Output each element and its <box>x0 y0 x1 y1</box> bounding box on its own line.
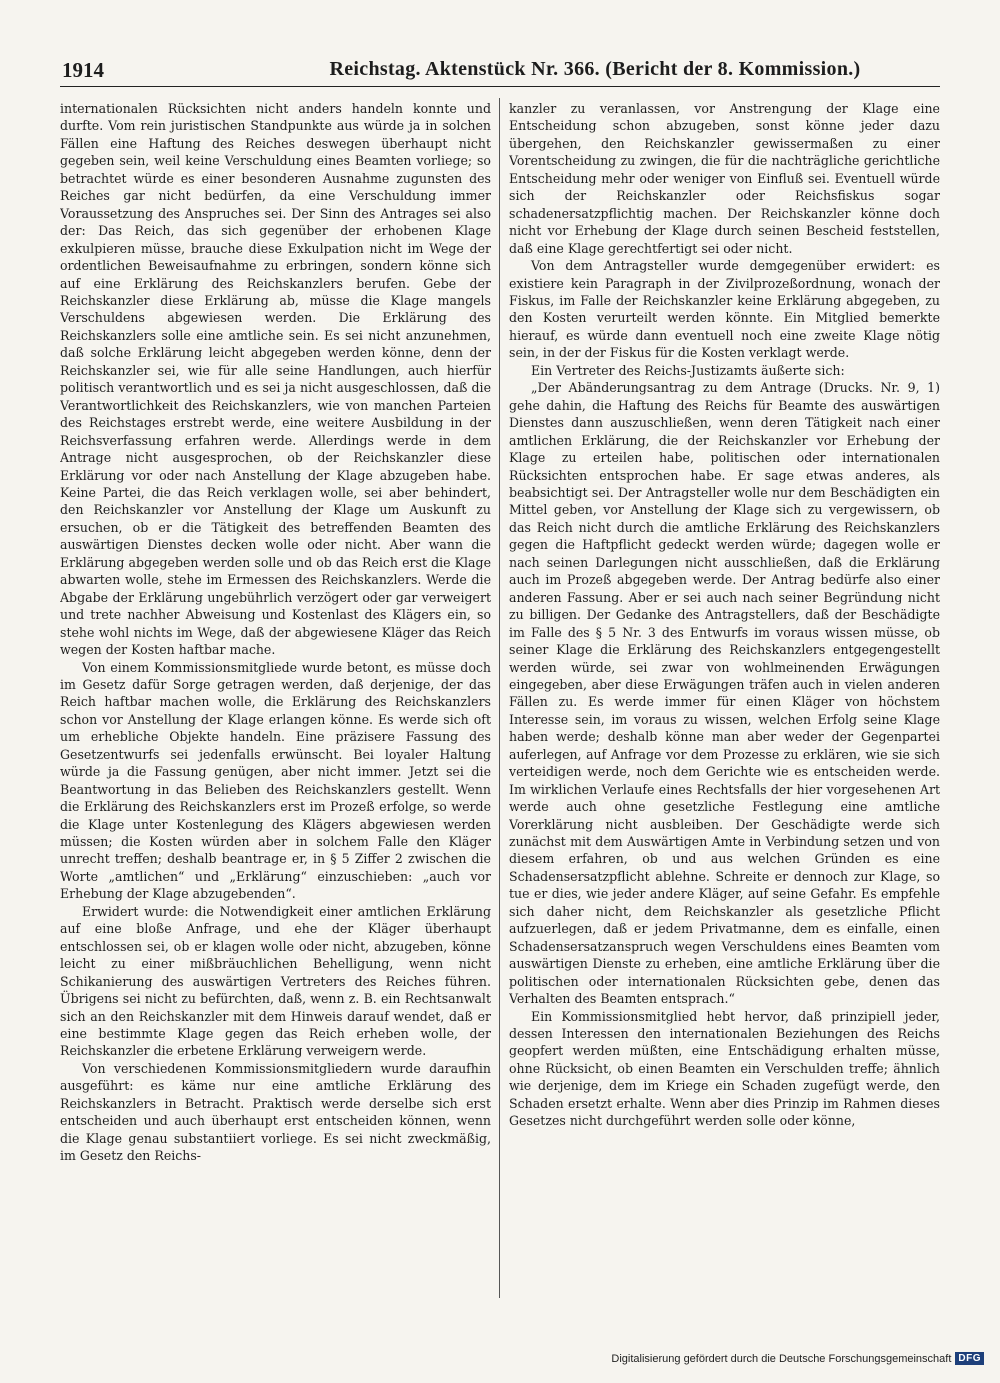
left-paragraph-4: Von verschiedenen Kommissionsmitgliedern wurde daraufhin ausgeführt: es käme nur eine amtliche Erklärung des Reichskanzlers in Betracht. Praktisch werde derselbe sich erst entscheiden und auch überhaupt erst entscheiden können, wenn die Klage genau substantiiert vorliege. Es sei nicht zweckmäßig, im Gesetz den Reichs- <box>60 1060 491 1164</box>
right-column <box>509 100 940 1300</box>
right-paragraph-2: Von dem Antragsteller wurde demgegenüber erwidert: es existiere kein Paragraph in der Zivilprozeßordnung, wonach der Fiskus, im Falle der Reichskanzler keine Erklärung abgegeben, zu den Kosten verurteilt werden könnte. Ein Mitglied bemerkte hierauf, es würde dann eventuell noch eine zweite Klage nötig sein, in der der Fiskus für die Kosten verklagt werde. <box>509 258 940 361</box>
left-paragraph-1: internationalen Rücksichten nicht anders handeln konnte und durfte. Vom rein juristischen Standpunkte aus würde ja in solchen Fällen eine Haftung des Reiches deswegen überhaupt nicht gegeben sein, weil keine Verschuldung eines Beamten vorliege; so betrachtet würde es einer besonderen Ausnahme zugunsten des Reiches gar nicht bedürfen, da eine Verschuldung immer Voraussetzung des Anspruches sei. Der Sinn des Antrages sei also der: Das Reich, das sich gegenüber der erhobenen Klage exkulpieren müsse, brauche diese Exkulpation nicht im Wege der ordentlichen Beweisaufnahme zu erbringen, sondern könne sich auf eine Erklärung des Reichskanzlers berufen. Gebe der Reichskanzler diese Erklärung ab, müsse die Klage mangels Verschuldens abgewiesen werden. Die Erklärung des Reichskanzlers solle eine amtliche sein. Es sei nicht anzunehmen, daß solche Erklärung leicht abgegeben werden könne, denn der Reichskanzler sei, wie für alle seine Handlungen, auch hierfür politisch verantwortlich und es sei ja nicht ausgeschlossen, daß die Verantwortlichkeit des Reichskanzlers, wie von manchen Parteien des Reichstages erstrebt werde, eine weitere Ausbildung in der Reichsverfassung erfahren werde. Allerdings werde in dem Antrage nicht ausgesprochen, ob der Reichskanzler diese Erklärung vor oder nach Anstellung der Klage abzugeben habe. Keine Partei, die das Reich verklagen wolle, sei aber behindert, den Reichskanzler vor Anstellung der Klage um Auskunft zu ersuchen, ob er die Tätigkeit des betreffenden Beamten des auswärtigen Dienstes decken wolle oder nicht. Aber wann die Erklärung abgegeben werden solle und ob das Reich erst die Klage abwarten wolle, stehe im Ermessen des Reichskanzlers. Werde die Abgabe der Erklärung ungebührlich verzögert oder gar verweigert und trete nachher Abweisung und Kostenlast des Klägers ein, so stehe wohl nichts im Wege, daß der abgewiesene Kläger das Reich wegen der Kosten haftbar mache. <box>60 101 491 658</box>
left-column <box>60 100 491 1300</box>
right-paragraph-1: kanzler zu veranlassen, vor Anstrengung der Klage eine Entscheidung schon abzugeben, sonst könne jeder dazu übergehen, den Reichskanzler gewissermaßen zu einer Vorentscheidung zu zwingen, die für die nachträgliche gerichtliche Entscheidung mehr oder weniger von Einfluß sei. Eventuell würde sich der Reichskanzler oder Reichsfiskus sogar schadenersatzpflichtig machen. Der Reichskanzler könne doch nicht vor Erhebung der Klage durch seinen Bescheid feststellen, daß eine Klage gerechtfertigt sei oder nicht. <box>509 101 940 256</box>
page-header <box>60 56 940 87</box>
right-paragraph-5: Ein Kommissionsmitglied hebt hervor, daß prinzipiell jeder, dessen Interessen den internationalen Beziehungen des Reichs geopfert werden müßten, eine Entschädigung erhalten müsse, ohne Rücksicht, ob einen Beamten ein Verschulden treffe; ähnlich wie derjenige, dem im Kriege ein Schaden zugefügt werde, den Schaden ersetzt erhalte. Wenn aber dies Prinzip im Rahmen dieses Gesetzes nicht durchgeführt werden solle oder könne, <box>509 1008 940 1129</box>
running-title: Reichstag. Aktenstück Nr. 366. (Bericht der 8. Kommission.) <box>329 58 861 80</box>
right-quote-paragraph: „Der Abänderungsantrag zu dem Antrage (Drucks. Nr. 9, 1) gehe dahin, die Haftung des Reichs für Beamte des auswärtigen Dienstes dann auszuschließen, wenn deren Tätigkeit nach einer amtlichen Erklärung, die der Reichskanzler vor Erhebung der Klage zu erteilen habe, politischen oder internationalen Rücksichten entsprochen habe. Er sage etwas anderes, als beabsichtigt sei. Der Antragsteller wolle nur dem Beschädigten ein Mittel geben, vor Anstellung der Klage sich zu vergewissern, ob das Reich nicht durch die amtliche Erklärung des Reichskanzlers gegen die Haftpflicht gedeckt werden würde; dagegen wolle er nach seinen Darlegungen nicht ausschließen, daß die Erklärung auch im Prozeß abgegeben werde. Der Antrag bedürfe also einer anderen Fassung. Aber er sei auch nach seiner Begründung nicht zu billigen. Der Gedanke des Antragstellers, daß der Beschädigte im Falle des § 5 Nr. 3 des Entwurfs im voraus wissen müsse, ob seiner Klage die Erklärung des Reichskanzlers entgegengestellt werden würde, sei zwar von wohlmeinenden Erwägungen eingegeben, aber diese Erwägungen träfen auch in vielen anderen Fällen zu. Es werde immer für einen Kläger von höchstem Interesse sein, im voraus zu wissen, welchen Erfolg seine Klage haben werde; deshalb könne man aber weder der Gegenpartei auferlegen, auf Anfrage vor dem Prozesse zu erklären, wie sie sich verteidigen werde, noch dem Gerichte wie es entscheiden werde. Im wirklichen Verlaufe eines Rechtsfalls der hier vorgesehenen Art werde auch ohne gesetzliche Festlegung eine amtliche Vorerklärung nicht ausbleiben. Der Geschädigte werde sich zunächst mit dem Auswärtigen Amte in Verbindung setzen und von diesem erfahren, ob und aus welchen Gründen es eine Schadensersatzpflicht ablehne. Schreite er dennoch zur Klage, so tue er dies, wie jeder andere Kläger, auf seine Gefahr. Es empfehle sich daher nicht, dem Reichskanzler als gesetzliche Pflicht aufzuerlegen, daß er jedem Privatmanne, dem es einfalle, einen Schadensersatzanspruch wegen Verschuldens eines Beamten vom auswärtigen Dienste zu erheben, eine amtliche Erklärung über die politischen oder internationalen Rücksichten gebe, denen das Verhalten des Beamten entsprach.“ <box>509 380 940 1007</box>
dfg-logo-icon: DFG <box>955 1352 984 1365</box>
page-number: 1914 <box>62 58 104 82</box>
column-divider <box>499 98 500 1298</box>
left-paragraph-2: Von einem Kommissionsmitgliede wurde betont, es müsse doch im Gesetz dafür Sorge getragen werden, daß derjenige, der das Reich haftbar machen wolle, die Erklärung des Reichskanzlers schon vor Anstellung der Klage erlangen könne. Es werde sich oft um erhebliche Objekte handeln. Eine präzisere Fassung des Gesetzentwurfs sei jedenfalls erwünscht. Bei loyaler Haltung würde ja die Fassung genügen, aber nicht immer. Jetzt sei die Beantwortung in das Belieben des Reichskanzlers gestellt. Wenn die Erklärung des Reichskanzlers erst im Prozeß erfolge, so werde die Klage unter Kostenlegung des Klägers abgewiesen werden müssen; die Kosten würden aber in solchem Falle den Kläger unrecht treffen; deshalb beantrage er, in § 5 Ziffer 2 zwischen die Worte „amtlichen“ und „Erklärung“ einzuschieben: „auch vor Erhebung der Klage abzugebenden“. <box>60 659 491 902</box>
left-paragraph-3: Erwidert wurde: die Notwendigkeit einer amtlichen Erklärung auf eine bloße Anfrage, und ehe der Kläger überhaupt entschlossen sei, ob er klagen wolle oder nicht, abzugeben, könne leicht zu einer mißbräuchlichen Behelligung, wenn nicht Schikanierung des auswärtigen Vertreters des Reiches führen. Übrigens sei nicht zu befürchten, daß, wenn z. B. ein Rechtsanwalt sich an den Reichskanzler mit dem Hinweis darauf wendet, daß er eine bestimmte Klage gegen das Reich erheben wolle, der Reichskanzler die erbetene Erklärung verweigern werde. <box>60 903 491 1059</box>
digitization-credit <box>611 1352 984 1365</box>
credit-text: Digitalisierung gefördert durch die Deutsche Forschungsgemeinschaft <box>611 1352 952 1365</box>
right-paragraph-3: Ein Vertreter des Reichs-Justizamts äußerte sich: <box>531 362 845 378</box>
